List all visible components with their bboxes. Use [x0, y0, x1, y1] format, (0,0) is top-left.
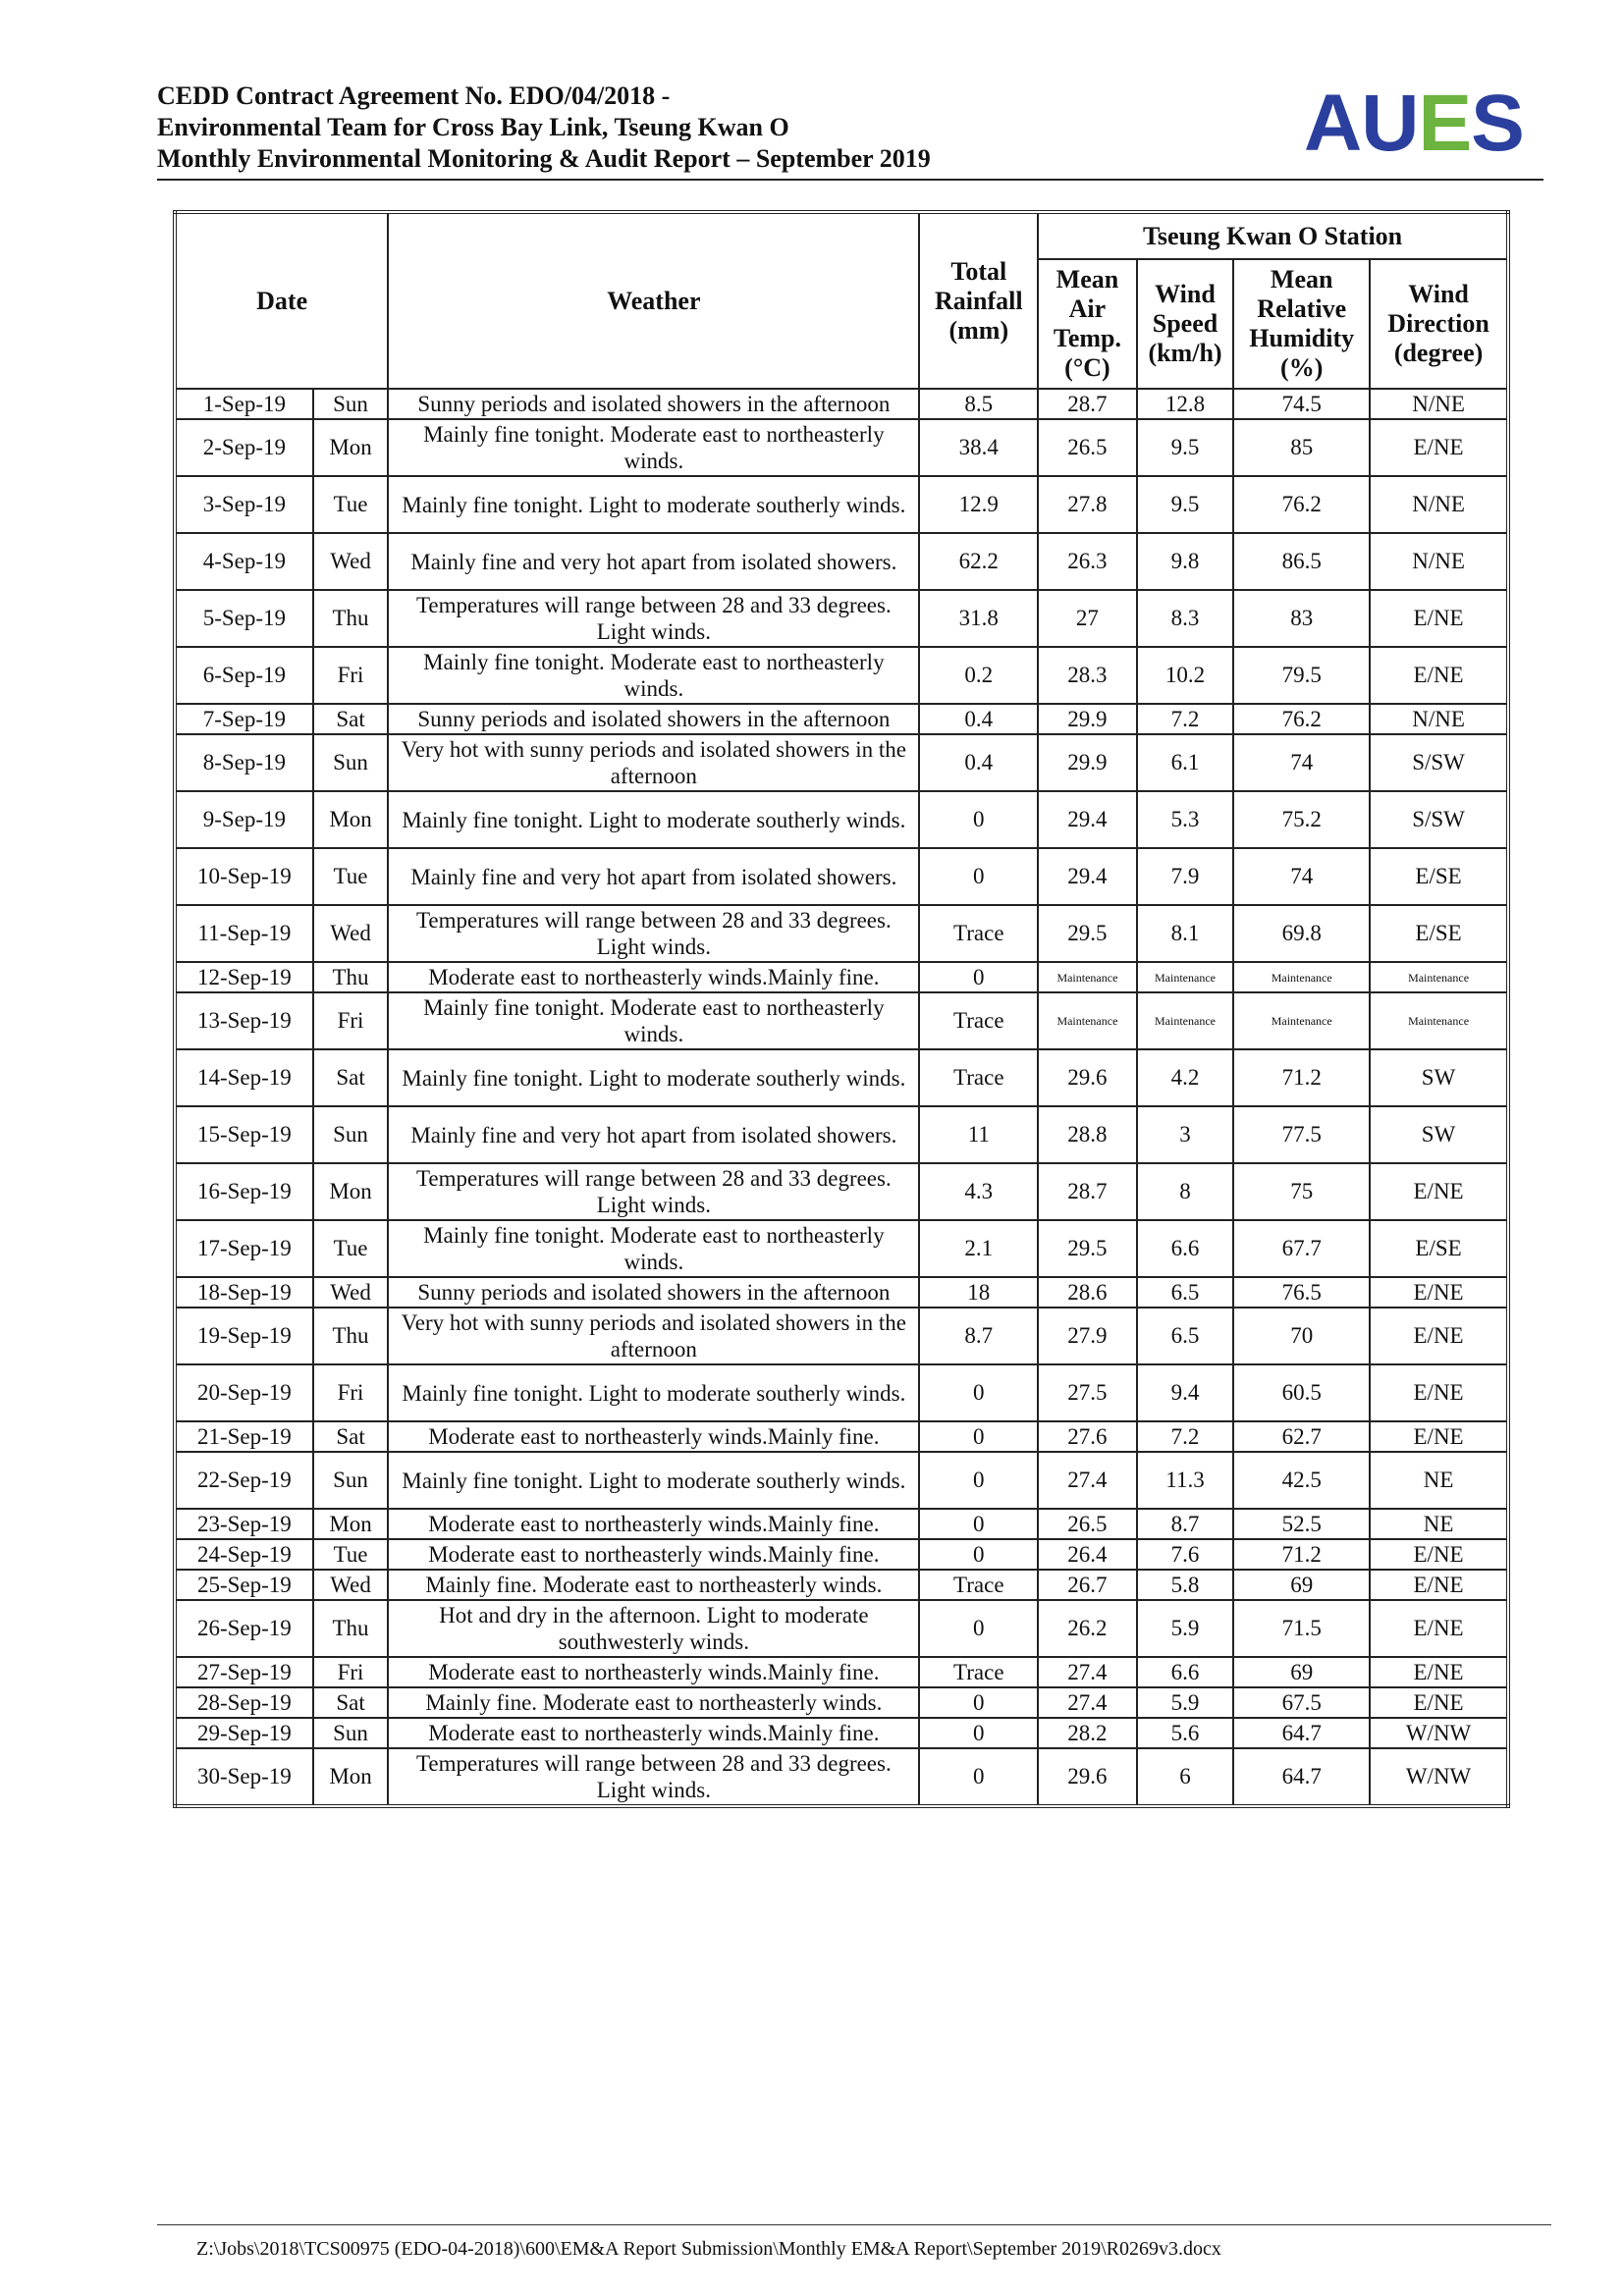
cell-air-temp: 28.2 — [1038, 1718, 1137, 1748]
cell-humidity: 67.7 — [1233, 1220, 1370, 1277]
cell-rainfall: Trace — [919, 992, 1038, 1049]
cell-date: 20-Sep-19 — [175, 1364, 313, 1421]
cell-date: 24-Sep-19 — [175, 1539, 313, 1570]
cell-weather: Mainly fine tonight. Light to moderate southerly winds. — [388, 476, 919, 533]
cell-rainfall: 0 — [919, 1748, 1038, 1806]
cell-day: Fri — [313, 1657, 388, 1687]
cell-wind-direction: E/NE — [1370, 647, 1508, 704]
cell-air-temp: 29.5 — [1038, 1220, 1137, 1277]
cell-date: 23-Sep-19 — [175, 1509, 313, 1539]
cell-day: Sun — [313, 1106, 388, 1163]
cell-humidity: 62.7 — [1233, 1421, 1370, 1452]
cell-wind-speed: 9.4 — [1137, 1364, 1234, 1421]
table-row — [175, 1718, 1508, 1748]
cell-wind-speed: 9.5 — [1137, 476, 1234, 533]
cell-weather: Mainly fine tonight. Light to moderate southerly winds. — [388, 1364, 919, 1421]
cell-wind-direction: N/NE — [1370, 476, 1508, 533]
cell-day: Mon — [313, 1163, 388, 1220]
header-divider — [157, 179, 1543, 181]
cell-wind-direction: E/NE — [1370, 1657, 1508, 1687]
table-row — [175, 1452, 1508, 1509]
cell-air-temp: 28.7 — [1038, 1163, 1137, 1220]
cell-air-temp: Maintenance — [1038, 992, 1137, 1049]
cell-air-temp: 28.6 — [1038, 1277, 1137, 1308]
cell-weather: Sunny periods and isolated showers in the afternoon — [388, 1277, 919, 1308]
weather-table — [173, 210, 1510, 1808]
cell-air-temp: 27 — [1038, 590, 1137, 647]
footer-divider — [157, 2224, 1551, 2225]
header-report-line: Monthly Environmental Monitoring & Audit Report – September 2019 — [157, 144, 931, 173]
cell-rainfall: 0.4 — [919, 734, 1038, 791]
cell-date: 21-Sep-19 — [175, 1421, 313, 1452]
header-wind-speed: Wind Speed (km/h) — [1137, 259, 1234, 389]
header-humidity: Mean Relative Humidity (%) — [1233, 259, 1370, 389]
cell-humidity: 71.2 — [1233, 1049, 1370, 1106]
cell-weather: Very hot with sunny periods and isolated showers in the afternoon — [388, 1308, 919, 1364]
table-row — [175, 1049, 1508, 1106]
cell-wind-direction: E/NE — [1370, 1570, 1508, 1600]
table-row — [175, 1657, 1508, 1687]
cell-day: Wed — [313, 1277, 388, 1308]
cell-date: 28-Sep-19 — [175, 1687, 313, 1718]
cell-weather: Temperatures will range between 28 and 33 degrees. Light winds. — [388, 1163, 919, 1220]
cell-day: Sat — [313, 704, 388, 734]
header-rainfall: Total Rainfall (mm) — [919, 212, 1038, 389]
cell-rainfall: Trace — [919, 1049, 1038, 1106]
cell-air-temp: 29.6 — [1038, 1748, 1137, 1806]
cell-air-temp: 27.9 — [1038, 1308, 1137, 1364]
cell-rainfall: Trace — [919, 1570, 1038, 1600]
cell-rainfall: 62.2 — [919, 533, 1038, 590]
table-row — [175, 1277, 1508, 1308]
cell-weather: Temperatures will range between 28 and 33 degrees. Light winds. — [388, 905, 919, 962]
cell-wind-speed: 8.7 — [1137, 1509, 1234, 1539]
table-row — [175, 1364, 1508, 1421]
header-station: Tseung Kwan O Station — [1038, 212, 1508, 259]
cell-date: 4-Sep-19 — [175, 533, 313, 590]
cell-air-temp: 28.7 — [1038, 389, 1137, 419]
cell-date: 1-Sep-19 — [175, 389, 313, 419]
cell-air-temp: Maintenance — [1038, 962, 1137, 992]
cell-wind-speed: 9.5 — [1137, 419, 1234, 476]
cell-wind-direction: SW — [1370, 1106, 1508, 1163]
cell-air-temp: 29.9 — [1038, 704, 1137, 734]
cell-wind-direction: E/NE — [1370, 1600, 1508, 1657]
cell-day: Thu — [313, 590, 388, 647]
footer-file-path: Z:\Jobs\2018\TCS00975 (EDO-04-2018)\600\EM&A Report Submission\Monthly EM&A Report\September 2019\R0269v3.docx — [196, 2238, 1221, 2260]
cell-weather: Hot and dry in the afternoon. Light to moderate southwesterly winds. — [388, 1600, 919, 1657]
table-row — [175, 962, 1508, 992]
cell-rainfall: 0 — [919, 791, 1038, 848]
cell-wind-direction: S/SW — [1370, 734, 1508, 791]
table-row — [175, 1421, 1508, 1452]
cell-rainfall: 0 — [919, 1539, 1038, 1570]
table-row — [175, 1163, 1508, 1220]
cell-air-temp: 27.4 — [1038, 1657, 1137, 1687]
cell-day: Wed — [313, 533, 388, 590]
cell-wind-speed: 6.1 — [1137, 734, 1234, 791]
cell-date: 15-Sep-19 — [175, 1106, 313, 1163]
cell-wind-speed: 6.6 — [1137, 1220, 1234, 1277]
cell-weather: Mainly fine. Moderate east to northeasterly winds. — [388, 1570, 919, 1600]
table-row — [175, 1509, 1508, 1539]
cell-rainfall: 0 — [919, 1452, 1038, 1509]
cell-air-temp: 29.6 — [1038, 1049, 1137, 1106]
cell-wind-direction: NE — [1370, 1452, 1508, 1509]
cell-weather: Mainly fine tonight. Moderate east to northeasterly winds. — [388, 1220, 919, 1277]
cell-air-temp: 26.5 — [1038, 1509, 1137, 1539]
cell-wind-speed: 7.9 — [1137, 848, 1234, 905]
header-air-temp: Mean Air Temp. (°C) — [1038, 259, 1137, 389]
cell-air-temp: 29.5 — [1038, 905, 1137, 962]
cell-date: 16-Sep-19 — [175, 1163, 313, 1220]
cell-weather: Moderate east to northeasterly winds.Mainly fine. — [388, 1657, 919, 1687]
table-row — [175, 1220, 1508, 1277]
cell-humidity: 42.5 — [1233, 1452, 1370, 1509]
cell-rainfall: 2.1 — [919, 1220, 1038, 1277]
cell-humidity: 64.7 — [1233, 1718, 1370, 1748]
cell-air-temp: 26.2 — [1038, 1600, 1137, 1657]
cell-humidity: 70 — [1233, 1308, 1370, 1364]
cell-day: Tue — [313, 848, 388, 905]
cell-wind-direction: W/NW — [1370, 1718, 1508, 1748]
cell-wind-direction: E/NE — [1370, 1277, 1508, 1308]
cell-wind-speed: 8 — [1137, 1163, 1234, 1220]
cell-humidity: Maintenance — [1233, 962, 1370, 992]
cell-date: 12-Sep-19 — [175, 962, 313, 992]
cell-air-temp: 27.8 — [1038, 476, 1137, 533]
cell-day: Fri — [313, 992, 388, 1049]
cell-day: Wed — [313, 905, 388, 962]
cell-day: Sun — [313, 1718, 388, 1748]
cell-wind-speed: 8.3 — [1137, 590, 1234, 647]
cell-humidity: 74.5 — [1233, 389, 1370, 419]
cell-wind-speed: 6.5 — [1137, 1277, 1234, 1308]
cell-wind-speed: 10.2 — [1137, 647, 1234, 704]
cell-rainfall: 12.9 — [919, 476, 1038, 533]
cell-weather: Moderate east to northeasterly winds.Mainly fine. — [388, 962, 919, 992]
table-row — [175, 590, 1508, 647]
cell-wind-direction: E/SE — [1370, 1220, 1508, 1277]
cell-wind-speed: 12.8 — [1137, 389, 1234, 419]
cell-day: Sun — [313, 1452, 388, 1509]
cell-weather: Mainly fine tonight. Light to moderate southerly winds. — [388, 1452, 919, 1509]
cell-wind-direction: E/SE — [1370, 848, 1508, 905]
cell-date: 6-Sep-19 — [175, 647, 313, 704]
cell-weather: Mainly fine tonight. Light to moderate southerly winds. — [388, 1049, 919, 1106]
cell-wind-speed: 8.1 — [1137, 905, 1234, 962]
cell-rainfall: 0 — [919, 1421, 1038, 1452]
cell-wind-direction: E/NE — [1370, 1308, 1508, 1364]
cell-weather: Mainly fine tonight. Moderate east to northeasterly winds. — [388, 647, 919, 704]
cell-air-temp: 29.9 — [1038, 734, 1137, 791]
weather-table-body — [175, 389, 1508, 1806]
cell-weather: Mainly fine. Moderate east to northeasterly winds. — [388, 1687, 919, 1718]
cell-date: 18-Sep-19 — [175, 1277, 313, 1308]
cell-humidity: 85 — [1233, 419, 1370, 476]
table-row — [175, 533, 1508, 590]
cell-date: 19-Sep-19 — [175, 1308, 313, 1364]
cell-rainfall: 11 — [919, 1106, 1038, 1163]
cell-humidity: 76.5 — [1233, 1277, 1370, 1308]
cell-air-temp: 26.7 — [1038, 1570, 1137, 1600]
cell-day: Tue — [313, 1220, 388, 1277]
cell-humidity: 69 — [1233, 1570, 1370, 1600]
header-weather: Weather — [388, 212, 919, 389]
cell-wind-speed: 11.3 — [1137, 1452, 1234, 1509]
cell-wind-direction: E/NE — [1370, 1163, 1508, 1220]
cell-humidity: 71.2 — [1233, 1539, 1370, 1570]
cell-day: Mon — [313, 419, 388, 476]
cell-air-temp: 29.4 — [1038, 848, 1137, 905]
cell-air-temp: 26.4 — [1038, 1539, 1137, 1570]
cell-air-temp: 28.8 — [1038, 1106, 1137, 1163]
cell-air-temp: 26.3 — [1038, 533, 1137, 590]
cell-humidity: 75.2 — [1233, 791, 1370, 848]
cell-rainfall: 8.7 — [919, 1308, 1038, 1364]
table-row — [175, 1308, 1508, 1364]
cell-wind-speed: 5.9 — [1137, 1687, 1234, 1718]
cell-wind-speed: 3 — [1137, 1106, 1234, 1163]
cell-air-temp: 27.6 — [1038, 1421, 1137, 1452]
table-row — [175, 1687, 1508, 1718]
cell-day: Tue — [313, 1539, 388, 1570]
table-row — [175, 419, 1508, 476]
cell-wind-speed: 6 — [1137, 1748, 1234, 1806]
cell-rainfall: 38.4 — [919, 419, 1038, 476]
cell-rainfall: 4.3 — [919, 1163, 1038, 1220]
cell-wind-direction: Maintenance — [1370, 992, 1508, 1049]
logo-s: S — [1471, 79, 1524, 168]
cell-weather: Moderate east to northeasterly winds.Mainly fine. — [388, 1509, 919, 1539]
cell-rainfall: 0 — [919, 1364, 1038, 1421]
cell-date: 10-Sep-19 — [175, 848, 313, 905]
cell-weather: Mainly fine and very hot apart from isolated showers. — [388, 1106, 919, 1163]
cell-weather: Mainly fine tonight. Light to moderate southerly winds. — [388, 791, 919, 848]
cell-rainfall: 0 — [919, 962, 1038, 992]
cell-date: 25-Sep-19 — [175, 1570, 313, 1600]
cell-weather: Temperatures will range between 28 and 33 degrees. Light winds. — [388, 1748, 919, 1806]
cell-date: 26-Sep-19 — [175, 1600, 313, 1657]
cell-humidity: 74 — [1233, 848, 1370, 905]
cell-wind-direction: E/NE — [1370, 590, 1508, 647]
cell-date: 2-Sep-19 — [175, 419, 313, 476]
cell-weather: Sunny periods and isolated showers in the afternoon — [388, 704, 919, 734]
cell-wind-speed: Maintenance — [1137, 962, 1234, 992]
cell-wind-speed: 4.2 — [1137, 1049, 1234, 1106]
cell-air-temp: 27.5 — [1038, 1364, 1137, 1421]
header-date: Date — [175, 212, 388, 389]
cell-rainfall: 0.2 — [919, 647, 1038, 704]
cell-rainfall: 0 — [919, 1687, 1038, 1718]
cell-humidity: 79.5 — [1233, 647, 1370, 704]
cell-wind-speed: 6.5 — [1137, 1308, 1234, 1364]
cell-air-temp: 27.4 — [1038, 1687, 1137, 1718]
cell-date: 8-Sep-19 — [175, 734, 313, 791]
cell-day: Fri — [313, 647, 388, 704]
cell-wind-speed: 5.3 — [1137, 791, 1234, 848]
cell-rainfall: 8.5 — [919, 389, 1038, 419]
cell-date: 30-Sep-19 — [175, 1748, 313, 1806]
cell-day: Sat — [313, 1049, 388, 1106]
cell-humidity: 86.5 — [1233, 533, 1370, 590]
cell-air-temp: 28.3 — [1038, 647, 1137, 704]
cell-day: Thu — [313, 1600, 388, 1657]
cell-date: 17-Sep-19 — [175, 1220, 313, 1277]
header-contract-line: CEDD Contract Agreement No. EDO/04/2018 - — [157, 81, 671, 110]
cell-day: Mon — [313, 1509, 388, 1539]
table-row — [175, 1570, 1508, 1600]
cell-rainfall: 0.4 — [919, 704, 1038, 734]
cell-humidity: 52.5 — [1233, 1509, 1370, 1539]
cell-air-temp: 29.4 — [1038, 791, 1137, 848]
cell-date: 22-Sep-19 — [175, 1452, 313, 1509]
table-row — [175, 734, 1508, 791]
logo-e: E — [1418, 79, 1472, 168]
cell-date: 29-Sep-19 — [175, 1718, 313, 1748]
cell-weather: Moderate east to northeasterly winds.Mainly fine. — [388, 1421, 919, 1452]
cell-wind-direction: E/SE — [1370, 905, 1508, 962]
cell-date: 7-Sep-19 — [175, 704, 313, 734]
cell-day: Sat — [313, 1421, 388, 1452]
cell-rainfall: 18 — [919, 1277, 1038, 1308]
cell-weather: Moderate east to northeasterly winds.Mainly fine. — [388, 1539, 919, 1570]
aues-logo — [1304, 79, 1524, 168]
cell-rainfall: 0 — [919, 1718, 1038, 1748]
cell-wind-direction: W/NW — [1370, 1748, 1508, 1806]
cell-date: 11-Sep-19 — [175, 905, 313, 962]
table-row — [175, 848, 1508, 905]
cell-date: 27-Sep-19 — [175, 1657, 313, 1687]
cell-weather: Mainly fine and very hot apart from isolated showers. — [388, 848, 919, 905]
cell-wind-speed: 5.9 — [1137, 1600, 1234, 1657]
cell-day: Thu — [313, 962, 388, 992]
cell-weather: Moderate east to northeasterly winds.Mainly fine. — [388, 1718, 919, 1748]
cell-humidity: 67.5 — [1233, 1687, 1370, 1718]
table-row — [175, 791, 1508, 848]
cell-humidity: 76.2 — [1233, 476, 1370, 533]
table-row — [175, 476, 1508, 533]
cell-wind-direction: Maintenance — [1370, 962, 1508, 992]
table-row — [175, 1748, 1508, 1806]
cell-wind-speed: 7.2 — [1137, 1421, 1234, 1452]
cell-humidity: 69.8 — [1233, 905, 1370, 962]
table-row — [175, 1106, 1508, 1163]
table-row — [175, 389, 1508, 419]
cell-humidity: 60.5 — [1233, 1364, 1370, 1421]
cell-wind-direction: N/NE — [1370, 533, 1508, 590]
cell-date: 5-Sep-19 — [175, 590, 313, 647]
cell-date: 13-Sep-19 — [175, 992, 313, 1049]
cell-wind-speed: Maintenance — [1137, 992, 1234, 1049]
cell-date: 9-Sep-19 — [175, 791, 313, 848]
cell-rainfall: 0 — [919, 848, 1038, 905]
cell-day: Mon — [313, 791, 388, 848]
cell-air-temp: 26.5 — [1038, 419, 1137, 476]
cell-day: Fri — [313, 1364, 388, 1421]
cell-humidity: 83 — [1233, 590, 1370, 647]
header-project-line: Environmental Team for Cross Bay Link, Tseung Kwan O — [157, 113, 789, 141]
cell-rainfall: 0 — [919, 1509, 1038, 1539]
cell-day: Thu — [313, 1308, 388, 1364]
table-row — [175, 905, 1508, 962]
cell-date: 14-Sep-19 — [175, 1049, 313, 1106]
cell-humidity: 64.7 — [1233, 1748, 1370, 1806]
cell-rainfall: Trace — [919, 905, 1038, 962]
cell-humidity: 69 — [1233, 1657, 1370, 1687]
cell-humidity: 71.5 — [1233, 1600, 1370, 1657]
cell-wind-direction: N/NE — [1370, 389, 1508, 419]
cell-weather: Very hot with sunny periods and isolated showers in the afternoon — [388, 734, 919, 791]
logo-au: AU — [1304, 79, 1419, 168]
cell-wind-speed: 6.6 — [1137, 1657, 1234, 1687]
cell-day: Sun — [313, 734, 388, 791]
cell-humidity: 74 — [1233, 734, 1370, 791]
cell-wind-speed: 7.6 — [1137, 1539, 1234, 1570]
cell-wind-direction: E/NE — [1370, 1364, 1508, 1421]
cell-day: Mon — [313, 1748, 388, 1806]
cell-day: Tue — [313, 476, 388, 533]
cell-humidity: Maintenance — [1233, 992, 1370, 1049]
cell-wind-speed: 5.8 — [1137, 1570, 1234, 1600]
cell-wind-direction: S/SW — [1370, 791, 1508, 848]
cell-weather: Mainly fine and very hot apart from isolated showers. — [388, 533, 919, 590]
header-wind-direction: Wind Direction (degree) — [1370, 259, 1508, 389]
cell-wind-speed: 5.6 — [1137, 1718, 1234, 1748]
cell-wind-direction: E/NE — [1370, 419, 1508, 476]
cell-rainfall: Trace — [919, 1657, 1038, 1687]
cell-wind-direction: E/NE — [1370, 1421, 1508, 1452]
cell-humidity: 76.2 — [1233, 704, 1370, 734]
cell-weather: Sunny periods and isolated showers in the afternoon — [388, 389, 919, 419]
cell-weather: Temperatures will range between 28 and 33 degrees. Light winds. — [388, 590, 919, 647]
table-row — [175, 704, 1508, 734]
cell-rainfall: 31.8 — [919, 590, 1038, 647]
cell-humidity: 75 — [1233, 1163, 1370, 1220]
cell-day: Sat — [313, 1687, 388, 1718]
cell-wind-direction: E/NE — [1370, 1539, 1508, 1570]
cell-humidity: 77.5 — [1233, 1106, 1370, 1163]
cell-date: 3-Sep-19 — [175, 476, 313, 533]
table-row — [175, 992, 1508, 1049]
cell-air-temp: 27.4 — [1038, 1452, 1137, 1509]
cell-weather: Mainly fine tonight. Moderate east to northeasterly winds. — [388, 419, 919, 476]
table-row — [175, 647, 1508, 704]
cell-wind-direction: NE — [1370, 1509, 1508, 1539]
cell-day: Sun — [313, 389, 388, 419]
cell-wind-direction: N/NE — [1370, 704, 1508, 734]
cell-wind-direction: E/NE — [1370, 1687, 1508, 1718]
cell-wind-speed: 7.2 — [1137, 704, 1234, 734]
cell-wind-direction: SW — [1370, 1049, 1508, 1106]
table-row — [175, 1600, 1508, 1657]
table-row — [175, 1539, 1508, 1570]
cell-weather: Mainly fine tonight. Moderate east to northeasterly winds. — [388, 992, 919, 1049]
cell-rainfall: 0 — [919, 1600, 1038, 1657]
cell-wind-speed: 9.8 — [1137, 533, 1234, 590]
cell-day: Wed — [313, 1570, 388, 1600]
